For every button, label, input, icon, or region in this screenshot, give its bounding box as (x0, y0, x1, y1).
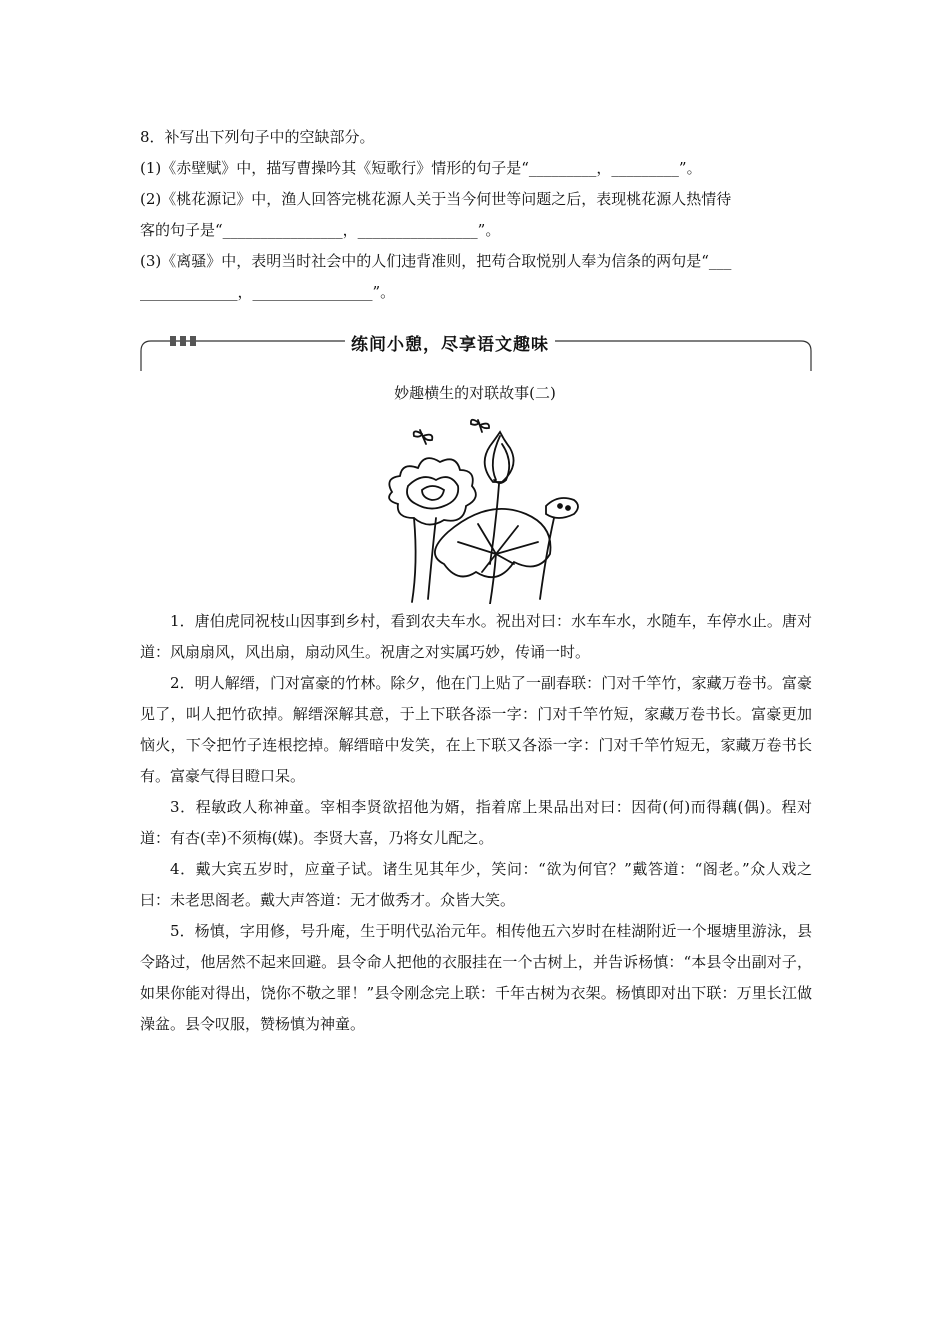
dragonfly-icon (414, 430, 433, 444)
dragonfly-icon (471, 420, 489, 432)
story-paragraph: 4．戴大宾五岁时，应童子试。诸生见其年少，笑问：“欲为何官？”戴答道：“阁老。”众人戏之曰：未老思阁老。戴大声答道：无才做秀才。众皆大笑。 (140, 860, 812, 909)
story-body (140, 606, 812, 1040)
banner-title: 练间小憩，尽享语文趣味 (345, 330, 555, 355)
question-8 (140, 122, 820, 308)
question-item-3-line-b: _____________，________________”。 (140, 283, 396, 301)
question-item-3-line-a: (3)《离骚》中，表明当时社会中的人们违背准则，把苟合取悦别人奉为信条的两句是“___ (140, 252, 732, 270)
question-item-2-line-b: 客的句子是“________________，________________”。 (140, 221, 501, 239)
story-paragraph: 1．唐伯虎同祝枝山因事到乡村，看到农夫车水。祝出对曰：水车车水，水随车，车停水止。唐对道：风扇扇风，风出扇，扇动风生。祝唐之对实属巧妙，传诵一时。 (140, 612, 812, 661)
question-item-1: (1)《赤壁赋》中，描写曹操吟其《短歌行》情形的句子是“_________，_________”。 (140, 159, 702, 177)
story-paragraph: 3．程敏政人称神童。宰相李贤欲招他为婿，指着席上果品出对曰：因荷(何)而得藕(偶)。程对道：有杏(幸)不须梅(媒)。李贤大喜，乃将女儿配之。 (140, 798, 812, 847)
story-paragraph: 5．杨慎，字用修，号升庵，生于明代弘治元年。相传他五六岁时在桂湖附近一个堰塘里游泳，县令路过，他居然不起来回避。县令命人把他的衣服挂在一个古树上，并告诉杨慎：“本县令出副对子，如果你能对得出，饶你不敬之罪！”县令刚念完上联：千年古树为衣架。杨慎即对出下联：万里长江做澡盆。县令叹服，赞杨慎为神童。 (140, 922, 812, 1033)
section-banner (140, 327, 812, 371)
question-item-2-line-a: (2)《桃花源记》中，渔人回答完桃花源人关于当今何世等问题之后，表现桃花源人热情待 (140, 190, 732, 208)
question-heading: 8．补写出下列句子中的空缺部分。 (140, 128, 375, 146)
story-paragraph: 2．明人解缙，门对富豪的竹林。除夕，他在门上贴了一副春联：门对千竿竹，家藏万卷书。富豪见了，叫人把竹砍掉。解缙深解其意，于上下联各添一字：门对千竿竹短，家藏万卷书长。富豪更加恼火，下令把竹子连根挖掉。解缙暗中发笑，在上下联又各添一字：门对千竿竹短无，家藏万卷书长有。富豪气得目瞪口呆。 (140, 674, 812, 785)
lotus-illustration-icon (378, 414, 588, 608)
story-title: 妙趣横生的对联故事(二) (394, 384, 556, 402)
